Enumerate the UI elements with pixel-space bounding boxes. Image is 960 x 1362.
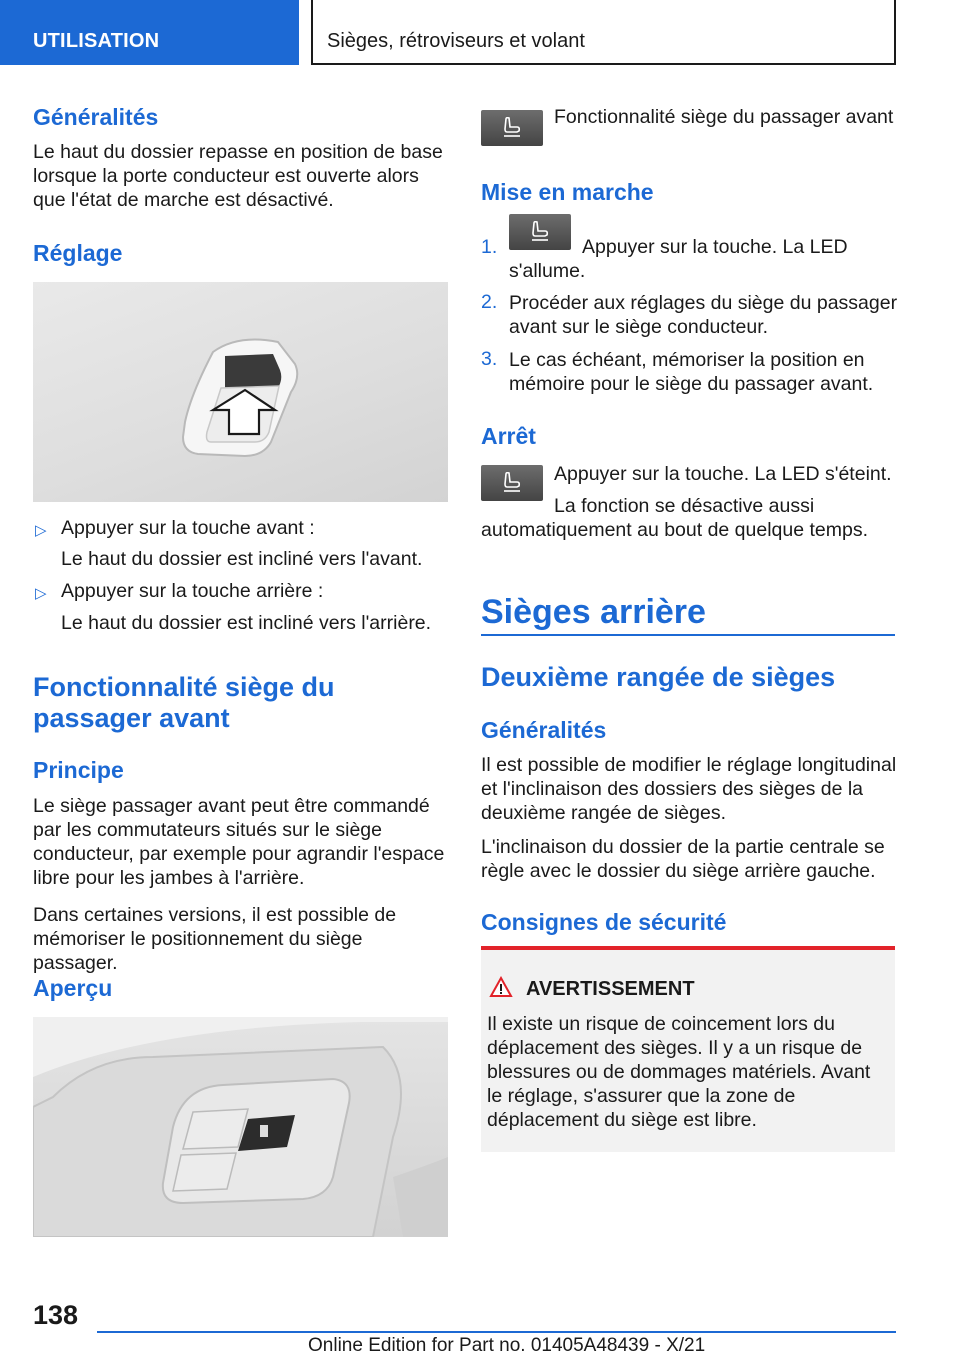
heading-sieges-arriere: Sièges arrière: [481, 593, 706, 631]
chapter-title: Sièges, rétroviseurs et volant: [327, 30, 585, 52]
chapter-header: [311, 0, 896, 65]
warning-triangle-icon: [489, 976, 513, 998]
step-1-text: Appuyer sur la touche. La LED s'allume.: [509, 236, 848, 282]
bullet-2-result: Le haut du dossier est incliné vers l'arrière.: [61, 612, 432, 634]
principe-text-1: Le siège passager avant peut être commandé par les commutateurs situés sur le siège conducteur, par exemple pour agrandir l'espace libre pour les jambes à l'arrière.: [33, 795, 445, 889]
heading-generalites-2: Généralités: [481, 717, 607, 743]
warning-box: [481, 946, 895, 1152]
door-panel-illustration: [33, 1017, 448, 1237]
arret-text-1: Appuyer sur la touche. La LED s'éteint.: [554, 463, 892, 485]
heading-principe: Principe: [33, 757, 124, 783]
footer-divider: [97, 1331, 896, 1333]
icon-caption: Fonctionnalité siège du passager avant: [554, 106, 894, 128]
bullet-triangle-icon: ▷: [35, 522, 47, 539]
section-title: UTILISATION: [33, 30, 160, 52]
generalites-2-text-1: Il est possible de modifier le réglage longitudinal et l'inclinaison des dossiers des sièges de la deuxième rangée de sièges.: [481, 754, 897, 824]
bullet-2-action: Appuyer sur la touche arrière :: [61, 580, 324, 602]
warning-label: AVERTISSEMENT: [526, 978, 695, 1000]
arret-text-2: La fonction se désactive aussi automatiquement au bout de quelque temps.: [481, 495, 869, 541]
heading-arret: Arrêt: [481, 423, 536, 449]
page-number: 138: [33, 1300, 79, 1330]
section-divider: [481, 634, 895, 636]
seat-button-illustration: [33, 282, 448, 502]
heading-fonctionnalite: Fonctionnalité siège du passager avant: [33, 672, 335, 733]
footer-edition: Online Edition for Part no. 01405A48439 - X/21: [308, 1335, 706, 1356]
heading-generalites: Généralités: [33, 104, 159, 130]
bullet-1-result: Le haut du dossier est incliné vers l'avant.: [61, 548, 423, 570]
heading-reglage: Réglage: [33, 240, 123, 266]
step-3-text: Le cas échéant, mémoriser la position en mémoire pour le siège du passager avant.: [509, 349, 874, 395]
warning-text: Il existe un risque de coincement lors du déplacement des sièges. Il y a un risque de blessures ou de dommages matériels. Avant le réglage, s'assurer que la zone de déplacement du siège est libre.: [487, 1013, 871, 1131]
passenger-seat-button-icon: [481, 110, 543, 146]
heading-apercu: Aperçu: [33, 975, 113, 1001]
generalites-text: Le haut du dossier repasse en position de base lorsque la porte conducteur est ouverte alors que l'état de marche est désactivé.: [33, 141, 443, 211]
bullet-1-action: Appuyer sur la touche avant :: [61, 517, 315, 539]
step-3-number: 3.: [481, 348, 498, 370]
heading-consignes: Consignes de sécurité: [481, 909, 727, 935]
step-2-text: Procéder aux réglages du siège du passager avant sur le siège conducteur.: [509, 292, 898, 338]
generalites-2-text-2: L'inclinaison du dossier de la partie centrale se règle avec le dossier du siège arrière gauche.: [481, 836, 885, 882]
heading-deuxieme-rangee: Deuxième rangée de sièges: [481, 662, 836, 692]
step-2-number: 2.: [481, 291, 498, 313]
bullet-triangle-icon: ▷: [35, 585, 47, 602]
principe-text-2: Dans certaines versions, il est possible de mémoriser le positionnement du siège passager.: [33, 904, 397, 974]
heading-mise-en-marche: Mise en marche: [481, 179, 654, 205]
section-tab: [0, 0, 299, 65]
step-1-number: 1.: [481, 236, 498, 258]
